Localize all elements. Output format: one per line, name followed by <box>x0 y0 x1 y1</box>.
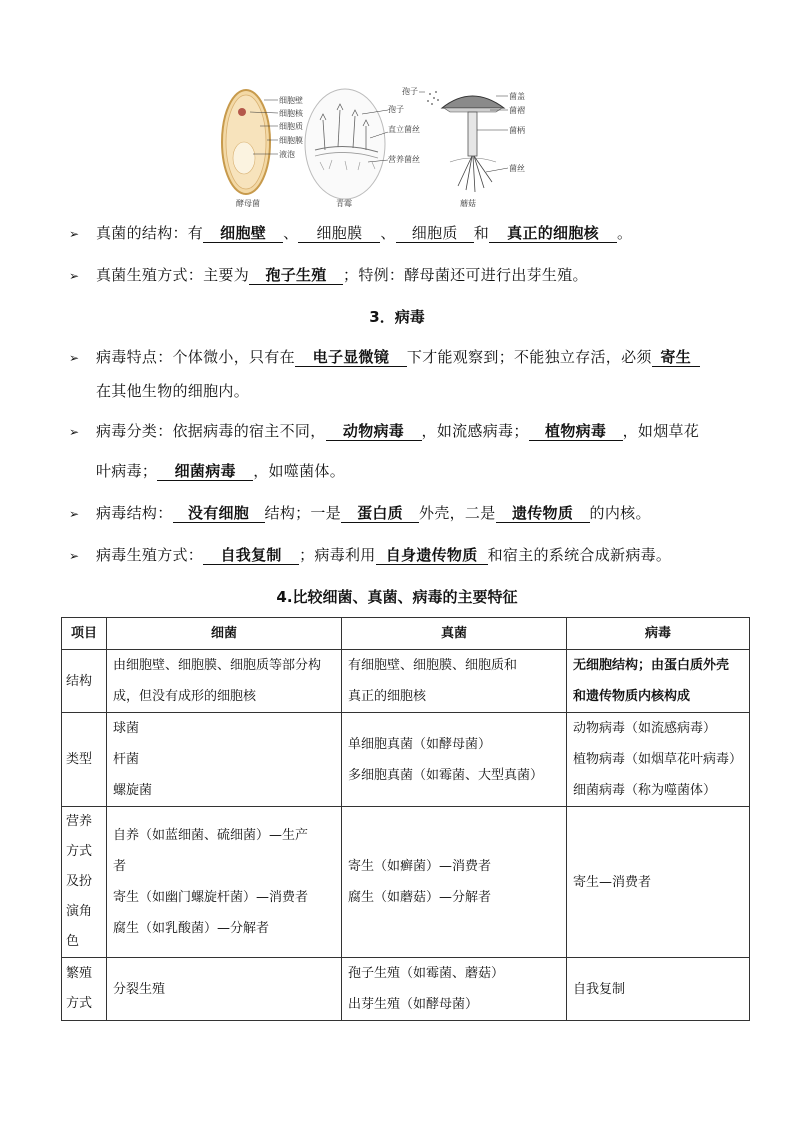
header-virus: 病毒 <box>567 618 750 650</box>
yeast-caption: 酵母菌 <box>236 199 260 208</box>
answer-self-replication: 自我复制 <box>203 546 299 565</box>
bullet-arrow-icon: ➢ <box>69 351 80 365</box>
header-bacteria: 细菌 <box>107 618 342 650</box>
bullet-arrow-icon: ➢ <box>69 425 80 439</box>
cell-fungi-types: 单细胞真菌（如酵母菌） 多细胞真菌（如霉菌、大型真菌） <box>342 713 567 807</box>
table-row <box>62 958 750 1021</box>
cell-bacteria-reproduction: 分裂生殖 <box>107 958 342 1021</box>
answer-own-genetic-material: 自身遗传物质 <box>376 546 488 565</box>
comparison-table-title: 4.比较细菌、真菌、病毒的主要特征 <box>276 588 518 606</box>
answer-cell-membrane: 细胞膜 <box>298 224 380 243</box>
cell-bacteria-nutrition: 自养（如蓝细菌、硫细菌）—生产 者 寄生（如幽门螺旋杆菌）—消费者 腐生（如乳酸菌）—分解者 <box>107 807 342 958</box>
table-row <box>62 650 750 713</box>
cell-fungi-structure: 有细胞壁、细胞膜、细胞质和 真正的细胞核 <box>342 650 567 713</box>
mushroom-label-cap: 菌盖 <box>509 92 525 101</box>
answer-spore-reproduction: 孢子生殖 <box>249 266 343 285</box>
cell-virus-structure: 无细胞结构；由蛋白质外壳 和遗传物质内核构成 <box>567 650 750 713</box>
table-header-row <box>62 618 750 650</box>
yeast-label-vacuole: 液泡 <box>279 150 295 159</box>
row-label-structure: 结构 <box>62 650 107 713</box>
mushroom-label-hyphae: 菌丝 <box>509 164 525 173</box>
virus-features-continuation: 在其他生物的细胞内。 <box>96 382 250 400</box>
section-title-virus: 3．病毒 <box>369 308 425 326</box>
header-fungi: 真菌 <box>342 618 567 650</box>
penicillium-label-aerial-hyphae: 直立菌丝 <box>388 125 420 134</box>
answer-cell-wall: 细胞壁 <box>203 224 283 243</box>
yeast-label-cell-wall: 细胞壁 <box>279 96 303 105</box>
yeast-label-nucleus: 细胞核 <box>279 109 303 118</box>
table-row <box>62 713 750 807</box>
answer-plant-virus: 植物病毒 <box>529 422 623 441</box>
penicillium-illustration <box>305 89 420 208</box>
virus-reproduction-line: ➢ 病毒生殖方式： 自我复制 ；病毒利用 自身遗传物质 和宿主的系统合成新病毒。 <box>69 544 671 567</box>
answer-parasitic: 寄生 <box>652 348 700 367</box>
answer-animal-virus: 动物病毒 <box>326 422 422 441</box>
answer-protein: 蛋白质 <box>341 504 419 523</box>
row-label-reproduction: 繁殖 方式 <box>62 958 107 1021</box>
cell-fungi-nutrition: 寄生（如癣菌）—消费者 腐生（如蘑菇）—分解者 <box>342 807 567 958</box>
bullet-arrow-icon: ➢ <box>69 269 80 283</box>
mushroom-caption: 蘑菇 <box>460 199 476 208</box>
cell-bacteria-structure: 由细胞壁、细胞膜、细胞质等部分构 成，但没有成形的细胞核 <box>107 650 342 713</box>
penicillium-label-nutrient-hyphae: 营养菌丝 <box>388 155 420 164</box>
table-row <box>62 807 750 958</box>
row-label-nutrition: 营养 方式 及扮 演角 色 <box>62 807 107 958</box>
header-item: 项目 <box>62 618 107 650</box>
bullet-arrow-icon: ➢ <box>69 507 80 521</box>
fungi-reproduction-line: ➢ 真菌生殖方式：主要为 孢子生殖 ；特例：酵母菌还可进行出芽生殖。 <box>69 264 588 287</box>
mushroom-label-stalk: 菌柄 <box>509 126 525 135</box>
virus-structure-line: ➢ 病毒结构： 没有细胞 结构；一是 蛋白质 外壳，二是 遗传物质 的内核。 <box>69 502 651 525</box>
answer-cytoplasm: 细胞质 <box>396 224 474 243</box>
bullet-arrow-icon: ➢ <box>69 227 80 241</box>
cell-bacteria-types: 球菌 杆菌 螺旋菌 <box>107 713 342 807</box>
row-label-types: 类型 <box>62 713 107 807</box>
fungi-illustration <box>220 82 540 214</box>
cell-virus-reproduction: 自我复制 <box>567 958 750 1021</box>
virus-types-line: ➢ 病毒分类：依据病毒的宿主不同， 动物病毒 ，如流感病毒； 植物病毒 ，如烟草花 <box>69 420 699 443</box>
penicillium-caption: 青霉 <box>336 199 352 208</box>
answer-genetic-material: 遗传物质 <box>496 504 590 523</box>
fungi-structure-line: ➢ 真菌的结构：有 细胞壁 、 细胞膜 、 细胞质 和 真正的细胞核 。 <box>69 222 632 245</box>
bullet-arrow-icon: ➢ <box>69 549 80 563</box>
penicillium-label-spore: 孢子 <box>388 105 404 114</box>
comparison-table <box>61 617 750 1021</box>
mushroom-label-spore: 孢子 <box>402 87 418 96</box>
yeast-label-cytoplasm: 细胞质 <box>279 122 303 131</box>
mushroom-label-gills: 菌褶 <box>509 106 525 115</box>
answer-no-cell: 没有细胞 <box>173 504 265 523</box>
cell-virus-types: 动物病毒（如流感病毒） 植物病毒（如烟草花叶病毒） 细菌病毒（称为噬菌体） <box>567 713 750 807</box>
cell-virus-nutrition: 寄生—消费者 <box>567 807 750 958</box>
virus-features-line: ➢ 病毒特点：个体微小，只有在 电子显微镜 下才能观察到；不能独立存活，必须 寄生 <box>69 346 700 369</box>
mushroom-illustration <box>402 87 525 208</box>
virus-types-continuation: 叶病毒； 细菌病毒 ，如噬菌体。 <box>96 462 346 480</box>
yeast-illustration <box>222 90 304 208</box>
answer-bacterial-virus: 细菌病毒 <box>157 462 253 481</box>
yeast-label-membrane: 细胞膜 <box>279 136 303 145</box>
answer-true-nucleus: 真正的细胞核 <box>489 224 617 243</box>
cell-fungi-reproduction: 孢子生殖（如霉菌、蘑菇） 出芽生殖（如酵母菌） <box>342 958 567 1021</box>
answer-electron-microscope: 电子显微镜 <box>295 348 407 367</box>
